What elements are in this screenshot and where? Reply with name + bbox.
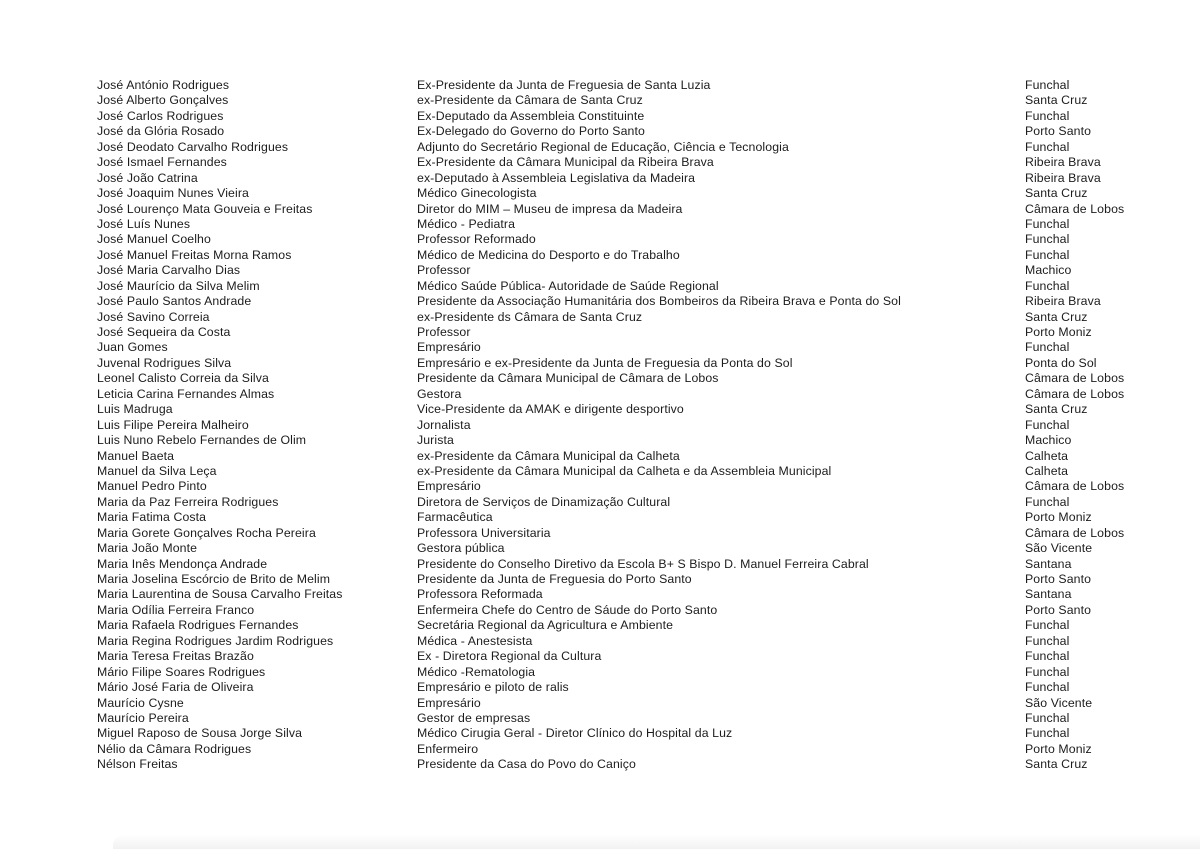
person-role: Ex-Presidente da Câmara Municipal da Ribeira Brava [417, 155, 714, 170]
person-role: ex-Deputado à Assembleia Legislativa da Madeira [417, 170, 696, 185]
person-role: Vice-Presidente da AMAK e dirigente desportivo [417, 402, 684, 417]
person-municipality: Funchal [1025, 664, 1070, 679]
table-row [97, 696, 1200, 711]
table-row [97, 526, 1200, 541]
person-municipality: Funchal [1025, 726, 1070, 741]
person-municipality: São Vicente [1025, 541, 1093, 556]
person-name: José da Glória Rosado [97, 124, 225, 139]
person-name: José Deodato Carvalho Rodrigues [97, 139, 289, 154]
person-name: Maria Joselina Escórcio de Brito de Melim [97, 572, 331, 586]
person-name: Juan Gomes [97, 340, 168, 355]
table-row [97, 557, 1200, 572]
person-role: Jurista [417, 433, 454, 448]
person-name: José Ismael Fernandes [97, 155, 227, 170]
person-municipality: Funchal [1025, 78, 1070, 92]
people-list [97, 78, 1200, 773]
table-row [97, 402, 1200, 417]
table-row [97, 171, 1200, 186]
person-municipality: Funchal [1025, 247, 1070, 262]
person-name: Maria Teresa Freitas Brazão [97, 649, 254, 664]
person-municipality: Porto Santo [1025, 572, 1092, 586]
table-row [97, 140, 1200, 155]
person-name: Nélio da Câmara Rodrigues [97, 741, 252, 756]
table-row [97, 634, 1200, 649]
person-role: ex-Presidente da Câmara Municipal da Calheta [417, 448, 680, 463]
person-role: Professor [417, 325, 471, 339]
person-municipality: Santana [1025, 587, 1072, 602]
person-name: Nélson Freitas [97, 757, 178, 772]
table-row [97, 78, 1200, 93]
person-municipality: Funchal [1025, 139, 1070, 154]
person-municipality: Ribeira Brava [1025, 155, 1101, 170]
person-role: Presidente da Câmara Municipal de Câmara de Lobos [417, 371, 719, 386]
person-name: José António Rodrigues [97, 78, 230, 92]
person-name: Manuel Pedro Pinto [97, 479, 207, 494]
person-role: Gestor de empresas [417, 710, 531, 725]
person-role: Presidente da Associação Humanitária dos Bombeiros da Ribeira Brava e Ponta do Sol [417, 294, 901, 309]
person-role: Médico Cirugia Geral - Diretor Clínico do Hospital da Luz [417, 726, 733, 741]
person-name: Manuel Baeta [97, 448, 175, 463]
person-role: Enfermeira Chefe do Centro de Sáude do Porto Santo [417, 602, 718, 617]
person-role: Empresário e ex-Presidente da Junta de Freguesia da Ponta do Sol [417, 355, 793, 370]
person-municipality: Funchal [1025, 618, 1070, 633]
table-row [97, 186, 1200, 201]
person-municipality: Funchal [1025, 232, 1070, 247]
table-row [97, 510, 1200, 525]
person-municipality: Funchal [1025, 108, 1070, 123]
table-row [97, 387, 1200, 402]
person-municipality: Santa Cruz [1025, 402, 1088, 417]
table-row [97, 680, 1200, 695]
person-municipality: Câmara de Lobos [1025, 386, 1125, 401]
person-name: José Alberto Gonçalves [97, 93, 229, 108]
person-name: Luis Madruga [97, 402, 173, 417]
person-municipality: Câmara de Lobos [1025, 479, 1125, 494]
person-name: Maurício Cysne [97, 695, 184, 710]
person-role: Jornalista [417, 417, 471, 432]
person-municipality: São Vicente [1025, 695, 1093, 710]
person-role: Gestora [417, 386, 462, 401]
person-name: José Sequeira da Costa [97, 325, 231, 339]
person-name: Maria Odília Ferreira Franco [97, 602, 255, 617]
person-municipality: Funchal [1025, 494, 1070, 509]
table-row [97, 232, 1200, 247]
table-row [97, 310, 1200, 325]
person-name: José Manuel Freitas Morna Ramos [97, 247, 292, 262]
table-row [97, 495, 1200, 510]
person-role: Farmacêutica [417, 510, 493, 525]
person-name: Maria Rafaela Rodrigues Fernandes [97, 618, 299, 633]
table-row [97, 371, 1200, 386]
person-role: ex-Presidente da Câmara Municipal da Calheta e da Assembleia Municipal [417, 463, 832, 478]
table-row [97, 742, 1200, 757]
person-role: Secretária Regional da Agricultura e Ambiente [417, 618, 674, 633]
table-row [97, 711, 1200, 726]
person-role: Adjunto do Secretário Regional de Educação, Ciência e Tecnologia [417, 139, 789, 154]
person-role: Empresário [417, 340, 481, 355]
person-municipality: Funchal [1025, 649, 1070, 664]
table-row [97, 618, 1200, 633]
person-municipality: Porto Moniz [1025, 741, 1092, 756]
table-row [97, 217, 1200, 232]
person-name: Maria Fatima Costa [97, 510, 207, 525]
table-row [97, 726, 1200, 741]
person-role: Presidente do Conselho Diretivo da Escola B+ S Bispo D. Manuel Ferreira Cabral [417, 556, 869, 571]
table-row [97, 479, 1200, 494]
person-name: Maurício Pereira [97, 710, 189, 725]
person-municipality: Porto Moniz [1025, 510, 1092, 525]
person-municipality: Santa Cruz [1025, 93, 1088, 108]
person-municipality: Santa Cruz [1025, 309, 1088, 324]
person-municipality: Ribeira Brava [1025, 170, 1101, 185]
person-municipality: Câmara de Lobos [1025, 201, 1125, 216]
person-role: Professora Universitaria [417, 525, 551, 540]
person-name: José Lourenço Mata Gouveia e Freitas [97, 201, 313, 216]
person-role: Médico Saúde Pública- Autoridade de Saúde Regional [417, 278, 719, 293]
person-municipality: Funchal [1025, 417, 1070, 432]
person-role: Professor Reformado [417, 232, 536, 247]
person-name: Miguel Raposo de Sousa Jorge Silva [97, 726, 303, 741]
table-row [97, 93, 1200, 108]
person-municipality: Porto Moniz [1025, 325, 1092, 339]
page-bottom-shadow [113, 835, 1200, 849]
person-municipality: Santa Cruz [1025, 757, 1088, 772]
person-role: Ex - Diretora Regional da Cultura [417, 649, 602, 664]
table-row [97, 340, 1200, 355]
person-name: Luis Filipe Pereira Malheiro [97, 417, 249, 432]
person-municipality: Machico [1025, 263, 1072, 278]
person-name: Leticia Carina Fernandes Almas [97, 386, 275, 401]
person-municipality: Porto Santo [1025, 602, 1092, 617]
table-row [97, 124, 1200, 139]
table-row [97, 202, 1200, 217]
person-name: Maria Inês Mendonça Andrade [97, 556, 268, 571]
person-name: José Manuel Coelho [97, 232, 211, 247]
person-municipality: Funchal [1025, 278, 1070, 293]
person-name: José João Catrina [97, 170, 198, 185]
person-municipality: Funchal [1025, 710, 1070, 725]
person-name: Maria João Monte [97, 541, 198, 556]
person-role: Ex-Delegado do Governo do Porto Santo [417, 124, 645, 139]
table-row [97, 587, 1200, 602]
person-name: Maria Gorete Gonçalves Rocha Pereira [97, 525, 316, 540]
table-row [97, 665, 1200, 680]
person-municipality: Ribeira Brava [1025, 294, 1101, 309]
person-municipality: Machico [1025, 433, 1072, 448]
table-row [97, 649, 1200, 664]
table-row [97, 155, 1200, 170]
person-role: Diretor do MIM – Museu de impresa da Madeira [417, 201, 683, 216]
person-role: Médico -Rematologia [417, 664, 536, 679]
person-name: Maria Regina Rodrigues Jardim Rodrigues [97, 633, 334, 648]
person-name: Mário José Faria de Oliveira [97, 680, 254, 695]
person-municipality: Santa Cruz [1025, 186, 1088, 201]
person-role: Empresário [417, 695, 481, 710]
table-row [97, 109, 1200, 124]
table-row [97, 279, 1200, 294]
person-role: Professor [417, 263, 471, 278]
table-row [97, 294, 1200, 309]
table-row [97, 325, 1200, 340]
person-role: Empresário e piloto de ralis [417, 680, 569, 695]
table-row [97, 464, 1200, 479]
person-role: Médica - Anestesista [417, 633, 533, 648]
table-row [97, 248, 1200, 263]
person-municipality: Câmara de Lobos [1025, 525, 1125, 540]
person-name: José Paulo Santos Andrade [97, 294, 252, 309]
table-row [97, 603, 1200, 618]
table-row [97, 418, 1200, 433]
person-municipality: Santana [1025, 556, 1072, 571]
person-name: José Maurício da Silva Melim [97, 278, 260, 293]
person-name: Manuel da Silva Leça [97, 463, 217, 478]
table-row [97, 356, 1200, 371]
person-name: José Luís Nunes [97, 216, 191, 231]
person-municipality: Funchal [1025, 633, 1070, 648]
person-name: Leonel Calisto Correia da Silva [97, 371, 269, 386]
person-municipality: Câmara de Lobos [1025, 371, 1125, 386]
person-name: Luis Nuno Rebelo Fernandes de Olim [97, 433, 307, 448]
person-name: José Maria Carvalho Dias [97, 263, 241, 278]
person-role: Gestora pública [417, 541, 505, 556]
person-name: Mário Filipe Soares Rodrigues [97, 664, 266, 679]
person-role: ex-Presidente da Câmara de Santa Cruz [417, 93, 643, 108]
person-role: Professora Reformada [417, 587, 543, 602]
table-row [97, 433, 1200, 448]
table-row [97, 757, 1200, 772]
person-role: ex-Presidente ds Câmara de Santa Cruz [417, 309, 643, 324]
table-row [97, 263, 1200, 278]
person-municipality: Funchal [1025, 680, 1070, 695]
person-name: Maria da Paz Ferreira Rodrigues [97, 494, 279, 509]
table-row [97, 541, 1200, 556]
person-role: Médico de Medicina do Desporto e do Trabalho [417, 247, 680, 262]
person-municipality: Calheta [1025, 463, 1069, 478]
person-name: José Carlos Rodrigues [97, 108, 224, 123]
table-row [97, 572, 1200, 587]
person-name: José Joaquim Nunes Vieira [97, 186, 249, 201]
person-role: Diretora de Serviços de Dinamização Cultural [417, 494, 671, 509]
person-role: Empresário [417, 479, 481, 494]
person-role: Enfermeiro [417, 741, 479, 756]
person-municipality: Porto Santo [1025, 124, 1092, 139]
person-name: Juvenal Rodrigues Silva [97, 355, 232, 370]
person-role: Presidente da Casa do Povo do Caniço [417, 757, 636, 772]
person-municipality: Calheta [1025, 448, 1069, 463]
person-name: José Savino Correia [97, 309, 210, 324]
person-role: Ex-Presidente da Junta de Freguesia de Santa Luzia [417, 78, 711, 92]
person-role: Médico Ginecologista [417, 186, 537, 201]
person-municipality: Ponta do Sol [1025, 355, 1097, 370]
person-role: Presidente da Junta de Freguesia do Porto Santo [417, 572, 692, 586]
person-municipality: Funchal [1025, 216, 1070, 231]
person-municipality: Funchal [1025, 340, 1070, 355]
person-role: Médico - Pediatra [417, 216, 516, 231]
person-role: Ex-Deputado da Assembleia Constituinte [417, 108, 645, 123]
table-row [97, 449, 1200, 464]
person-name: Maria Laurentina de Sousa Carvalho Freitas [97, 587, 343, 602]
